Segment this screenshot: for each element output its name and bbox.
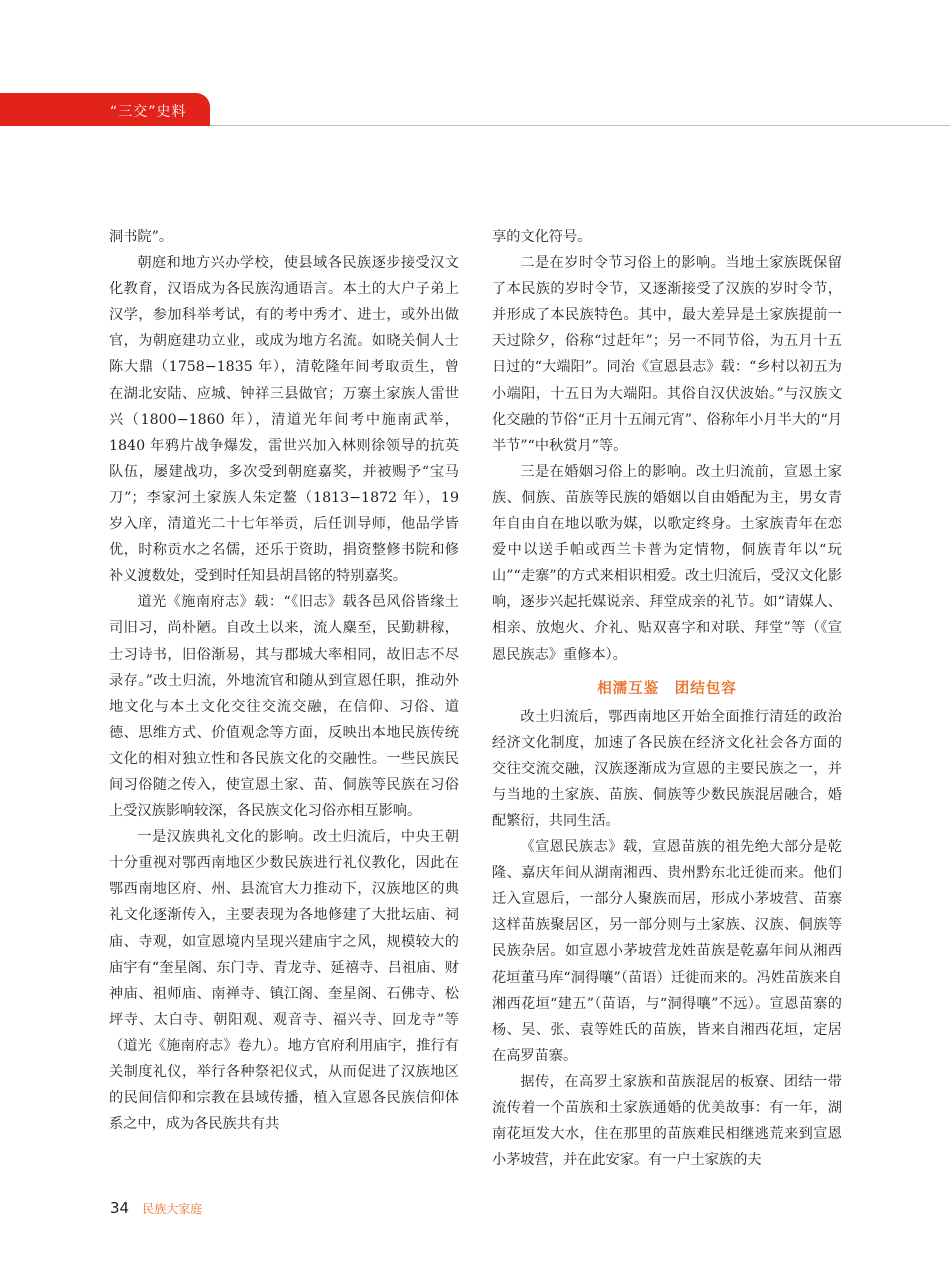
paragraph: 《宣恩民族志》载，宣恩苗族的祖先绝大部分是乾隆、嘉庆年间从湖南湘西、贵州黔东北迁徙而来。他们迁入宣恩后，一部分人聚族而居，形成小茅坡营、苗寨这样苗族聚居区，另一部分则与土家族、汉族、侗族等民族杂居。如宣恩小茅坡营龙姓苗族是乾嘉年间从湘西花垣董马库“洞得嚷”（苗语）迁徙而来的。冯姓苗族来自湘西花垣“建五”（苗语，与“洞得嚷”不远）。宣恩苗寨的杨、吴、张、袁等姓氏的苗族，皆来自湘西花垣，定居在高罗苗寨。: [492, 839, 842, 1064]
paragraph: 改土归流后，鄂西南地区开始全面推行清廷的政治经济文化制度，加速了各民族在经济文化社会各方面的交往交流交融，汉族逐渐成为宣恩的主要民族之一，并与当地的土家族、苗族、侗族等少数民族混居融合，婚配繁衍，共同生活。: [492, 708, 842, 829]
paragraph: 二是在岁时令节习俗上的影响。当地土家族既保留了本民族的岁时令节，又逐渐接受了汉族的岁时令节，并形成了本民族特色。其中，最大差异是土家族提前一天过除夕，俗称“过赶年”；另一不同节俗，为五月十五日过的“大端阳”。同治《宣恩县志》载：“乡村以初五为小端阳，十五日为大端阳。其俗自汉伏波始。”与汉族文化交融的节俗“正月十五闹元宵”、俗称年小月半大的“月半节”“中秋赏月”等。: [492, 255, 842, 454]
paragraph: 道光《施南府志》载：“《旧志》载各邑风俗皆缘土司旧习，尚朴陋。自改土以来，流人麋至，民勤耕稼，士习诗书，旧俗渐易，其与郡城大率相同，故旧志不尽录存。”改土归流，外地流官和随从到宣恩任职，推动外地文化与本土文化交往交流交融，在信仰、习俗、道德、思维方式、价值观念等方面，反映出本地民族传统文化的相对独立性和各民族文化的交融性。一些民族民间习俗随之传入，使宣恩土家、苗、侗族等民族在习俗上受汉族影响较深，各民族文化习俗亦相互影响。: [109, 594, 459, 820]
paragraph: 据传，在高罗土家族和苗族混居的板寮、团结一带流传着一个苗族和土家族通婚的优美故事：有一年，湖南花垣发大水，住在那里的苗族难民相继逃荒来到宣恩小茅坡营，并在此安家。有一户土家族的夫: [492, 1073, 842, 1169]
section-heading: 相濡互鉴 团结包容: [597, 680, 737, 697]
paragraph: 一是汉族典礼文化的影响。改土归流后，中央王朝十分重视对鄂西南地区少数民族进行礼仪教化，因此在鄂西南地区府、州、县流官大力推动下，汉族地区的典礼文化逐渐传入，主要表现为各地修建了大批坛庙、祠庙、寺观，如宣恩境内呈现兴建庙宇之风，规模较大的庙宇有“奎星阁、东门寺、青龙寺、延禧寺、吕祖庙、财神庙、祖师庙、南禅寺、镇江阁、奎星阁、石佛寺、松坪寺、太白寺、朝阳观、观音寺、福兴寺、回龙寺”等（道光《施南府志》卷九）。地方官府利用庙宇，推行有关制度礼仪，举行各种祭祀仪式，从而促进了汉族地区的民间信仰和宗教在县域传播，植入宣恩各民族信仰体系之中，成为各民族共有共: [109, 829, 459, 1133]
page-number: 34: [110, 1199, 130, 1217]
header-rule: [210, 125, 950, 126]
paragraph: 洞书院”。: [109, 229, 174, 245]
section-tab: [0, 93, 210, 126]
section-label: “三交”史料: [110, 104, 187, 120]
magazine-name: 民族大家庭: [142, 1202, 203, 1216]
paragraph: 三是在婚姻习俗上的影响。改土归流前，宣恩土家族、侗族、苗族等民族的婚姻以自由婚配为主，男女青年自由自在地以歌为媒，以歌定终身。土家族青年在恋爱中以送手帕或西兰卡普为定情物，侗族青年以“玩山”“走寨”的方式来相识相爱。改土归流后，受汉文化影响，逐步兴起托媒说亲、拜堂成亲的礼节。如“请媒人、相亲、放炮火、介礼、贴双喜字和对联、拜堂”等（《宣恩民族志》重修本）。: [492, 463, 842, 663]
left-column: [109, 224, 459, 1137]
right-column: [492, 224, 842, 1173]
paragraph: 享的文化符号。: [492, 229, 592, 245]
paragraph: 朝庭和地方兴办学校，使县域各民族逐步接受汉文化教育，汉语成为各民族沟通语言。本土的大户子弟上汉学，参加科举考试，有的考中秀才、进士，或外出做官，为朝庭建功立业，或成为地方名流。如晓关侗人士陈大鼎（1758−1835 年），清乾隆年间考取贡生，曾在湖北安陆、应城、钟祥三县做官；万寨土家族人雷世兴（1800−1860 年），清道光年间考中施南武举，1840 年鸦片战争爆发，雷世兴加入林则徐领导的抗英队伍，屡建战功，多次受到朝庭嘉奖，并被赐予“宝马刀”；李家河土家族人朱定鳌（1813−1872 年），19 岁入庠，清道光二十七年举贡，后任训导师，他品学皆优，时称贡水之名儒，还乐于资助，捐资整修书院和修补义渡数处，受到时任知县胡昌铭的特别嘉奖。: [109, 255, 459, 585]
page-footer: [110, 1198, 202, 1217]
